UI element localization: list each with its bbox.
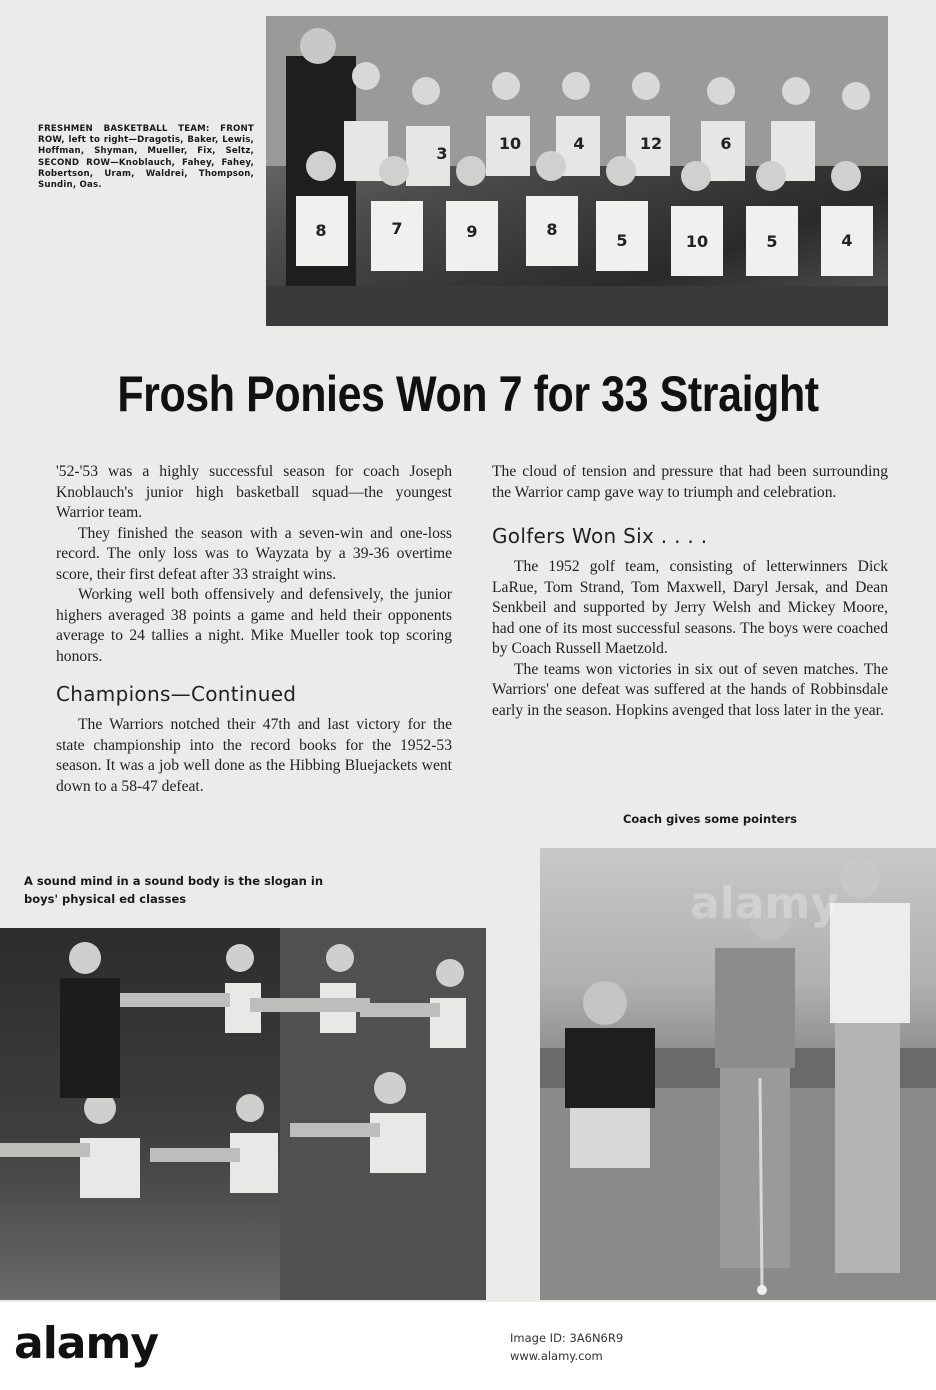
jersey-number: 10 xyxy=(498,134,522,153)
page-headline: Frosh Ponies Won 7 for 33 Straight xyxy=(117,366,819,422)
paragraph: The Warriors notched their 47th and last victory for the state championship into the record books for the 1952-53 season. It was a job well done as the Hibbing Bluejackets went down to a 58-47 defeat. xyxy=(56,716,452,795)
paragraph: Working well both offensively and defensively, the junior highers averaged 38 points a game and held their opponents average to 24 tallies a night. Mike Mueller took top scoring honors. xyxy=(56,586,452,665)
jersey-number: 10 xyxy=(685,232,709,251)
jersey-number: 5 xyxy=(766,232,778,251)
paragraph: '52-'53 was a highly successful season for coach Joseph Knoblauch's junior high basketball squad—the youngest Warrior team. xyxy=(56,463,452,521)
golf-lesson-photo xyxy=(540,848,936,1300)
jersey-number: 8 xyxy=(315,221,327,240)
paragraph: The 1952 golf team, consisting of letterwinners Dick LaRue, Tom Strand, Tom Maxwell, Daryl Jersak, and Dean Senkbeil and supported by Jerry Welsh and Mickey Moore, had one of its most successful seasons. The boys were coached by Coach Russell Maetzold. xyxy=(492,558,888,657)
jersey-number: 12 xyxy=(639,134,663,153)
right-column xyxy=(492,462,888,721)
alamy-logo[interactable]: alamy xyxy=(14,1318,158,1369)
jersey-number: 7 xyxy=(391,219,403,238)
gym-class-photo xyxy=(0,928,486,1300)
gym-photo-caption: A sound mind in a sound body is the slogan in boys' physical ed classes xyxy=(24,874,323,906)
jersey-number: 8 xyxy=(546,220,558,239)
watermark-overlay: alamy xyxy=(690,878,839,929)
golf-photo-caption: Coach gives some pointers xyxy=(622,812,798,826)
jersey-number: 6 xyxy=(720,134,732,153)
jersey-number: 4 xyxy=(573,134,585,153)
paragraph: The cloud of tension and pressure that had been surrounding the Warrior camp gave way to triumph and celebration. xyxy=(492,463,888,501)
team-photo-caption: FRESHMEN BASKETBALL TEAM: FRONT ROW, left to right—Dragotis, Baker, Lewis, Hoffman, Shyman, Mueller, Fix, Seltz, SECOND ROW—Knoblauch, Fahey, Fahey, Robertson, Uram, Waldrei, Thompson, Sundin, Oas. xyxy=(38,124,254,191)
paragraph: They finished the season with a seven-win and one-loss record. The only loss was to Wayzata by a 39-36 overtime score, their first defeat after 33 straight wins. xyxy=(56,524,452,583)
gym-class-illustration xyxy=(0,928,486,1300)
section-heading: Golfers Won Six . . . . xyxy=(492,524,708,548)
left-column xyxy=(56,462,452,797)
jersey-number: 5 xyxy=(616,231,628,250)
jersey-number: 3 xyxy=(436,144,448,163)
paragraph: The teams won victories in six out of seven matches. The Warriors' one defeat was suffered at the hands of Robbinsdale early in the season. Hopkins avenged that loss later in the year. xyxy=(492,660,888,719)
team-photo xyxy=(266,16,888,326)
team-photo-illustration xyxy=(266,16,888,326)
site-url[interactable]: www.alamy.com xyxy=(510,1349,603,1363)
jersey-number: 4 xyxy=(841,231,853,250)
image-id: Image ID: 3A6N6R9 xyxy=(510,1331,624,1345)
section-heading: Champions—Continued xyxy=(56,682,297,706)
jersey-number: 9 xyxy=(466,222,478,241)
